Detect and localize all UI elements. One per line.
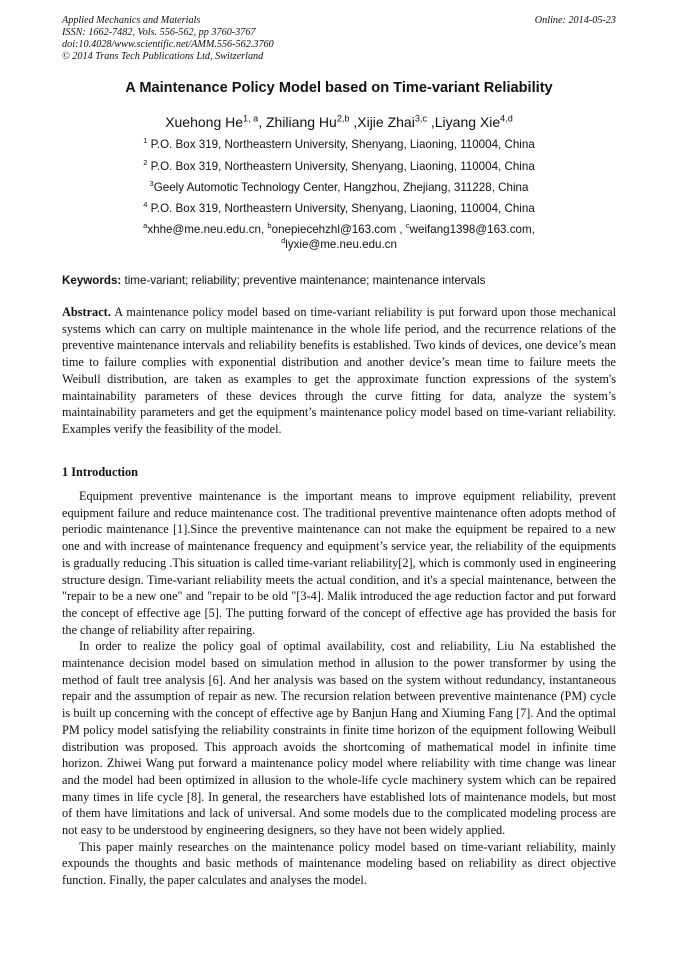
introduction-body [62,488,616,889]
affiliation-text: P.O. Box 319, Northeastern University, Shenyang, Liaoning, 110004, China [147,202,535,215]
keywords-label: Keywords: [62,274,122,287]
author-name: Xuehong He [165,114,244,130]
copyright-line: © 2014 Trans Tech Publications Ltd, Switzerland [62,51,264,62]
author-name: Zhiliang Hu [265,114,337,130]
doi-line[interactable]: doi:10.4028/www.scientific.net/AMM.556-562.3760 [62,39,274,50]
author-sep: , [349,114,358,130]
email-line-2 [62,237,616,252]
affiliation-4 [62,202,616,215]
issn-line: ISSN: 1662-7482, Vols. 556-562, pp 3760-3767 [62,27,256,38]
author-name: Liyang Xie [434,114,501,130]
author-sep: , [258,114,266,130]
journal-header [62,15,616,63]
author-list [62,114,616,130]
paragraph: In order to realize the policy goal of optimal availability, cost and reliability, Liu Na established the maintenance decision model based on simulation method in allusion to the power transformer by using the method of fault tree analysis [6]. And her analysis was based on the system without redundancy, instantaneous repair and the assumption of repair as new. The recursion relation between preventive maintenance (PM) cycle is built up concerning with the concept of effective age by Banjun Hang and Xiuming Fang [7]. And the optimal PM policy model satisfying the reliability constraints in finite time horizon of the equipment following Weibull distribution was proposed. This approach avoids the shortcoming of mathematical model in infinite time horizon. Zhiwei Wang put forward a maintenance policy model where reliability with time change was linear and the model had been optimized in allusion to the whole-life cycle machinery system which can be repaired many times in life cycle [8]. In general, the researchers have established lots of maintenance models, but most of them have limitations and lack of universal. And some models due to the complicated modeling process are not easy to be understood by engineering designers, so they have not been widely applied. [62,639,616,838]
affiliation-text: P.O. Box 319, Northeastern University, Shenyang, Liaoning, 110004, China [147,160,535,173]
email-block [62,222,616,252]
paper-title: A Maintenance Policy Model based on Time-variant Reliability [125,80,553,96]
online-date: Online: 2014-05-23 [534,15,616,26]
abstract-label: Abstract. [62,305,111,319]
section-heading: 1 Introduction [62,465,138,479]
affiliation-text: P.O. Box 319, Northeastern University, Shenyang, Liaoning, 110004, China [147,138,535,151]
journal-name: Applied Mechanics and Materials [62,15,201,26]
email-a[interactable]: xhhe@me.neu.edu.cn, [147,223,268,236]
email-sup: c [405,221,410,231]
affiliation-1 [62,138,616,151]
email-d[interactable]: lyxie@me.neu.edu.cn [285,238,397,251]
affiliation-sup: 3 [149,179,154,189]
author-sup: 4,d [500,113,513,124]
email-c[interactable]: weifang1398@163.com, [409,223,535,236]
author-sep: , [426,114,435,130]
affiliation-sup: 4 [143,200,148,210]
email-sup: b [267,221,272,231]
abstract [62,304,616,438]
author-name: Xijie Zhai [357,114,415,130]
paragraph: Equipment preventive maintenance is the important means to improve equipment reliability, prevent equipment failure and reduce maintenance cost. The traditional preventive maintenance often adopts method of periodic maintenance [1].Since the preventive maintenance can not make the equipment be repaired to a new one and with increase of maintenance frequency and equipment’s service year, the reliability of the equipments is gradually reducing .This situation is called time-variant reliability[2], which is commonly used in engineering structure design. Time-variant reliability meets the actual condition, and it's a special maintenance, between the "repair to be a new one" and "repair to be old "[3-4]. Malik introduced the age reduction factor and put forward the concept of effective age [5]. The putting forward of the concept of effective age has provided the basis for the change of reliability after repairing. [62,489,616,637]
affiliation-text: Geely Automotic Technology Center, Hangzhou, Zhejiang, 311228, China [153,181,529,194]
affiliation-3 [62,181,616,194]
email-sup: d [281,236,286,246]
paragraph: This paper mainly researches on the maintenance policy model based on time-variant reliability, mainly expounds the thoughts and basic methods of maintenance modeling based on reliability as direct objective function. Finally, the paper calculates and analyses the model. [62,839,616,888]
abstract-text: A maintenance policy model based on time-variant reliability is put forward upon those mechanical systems which can carry on multiple maintenance in the whole life period, and the recurrence relations of the preventive maintenance intervals and reliability benefits is established. Two kinds of devices, one device’s mean time to failure complies with exponential distribution and another device’s mean time to failure meets the Weibull distribution, are taken as examples to get the approximate function expressions of the system's maintainability parameters of these devices through the curve fitting for data, analyze the system’s maintainability parameters and get the equipment’s maintenance policy model based on time-variant reliability. Examples verify the feasibility of the model. [62,305,616,436]
author-sup: 1, a [243,113,259,124]
keywords [62,274,616,287]
affiliation-sup: 2 [143,158,148,168]
email-line-1 [62,222,616,237]
email-sup: a [143,221,148,231]
affiliation-sup: 1 [143,136,148,146]
keywords-text: time-variant; reliability; preventive maintenance; maintenance intervals [121,274,486,287]
author-sup: 2,b [336,113,350,124]
email-b[interactable]: onepiecehzhl@163.com , [271,223,406,236]
affiliation-2 [62,160,616,173]
author-sup: 3,c [414,113,427,124]
